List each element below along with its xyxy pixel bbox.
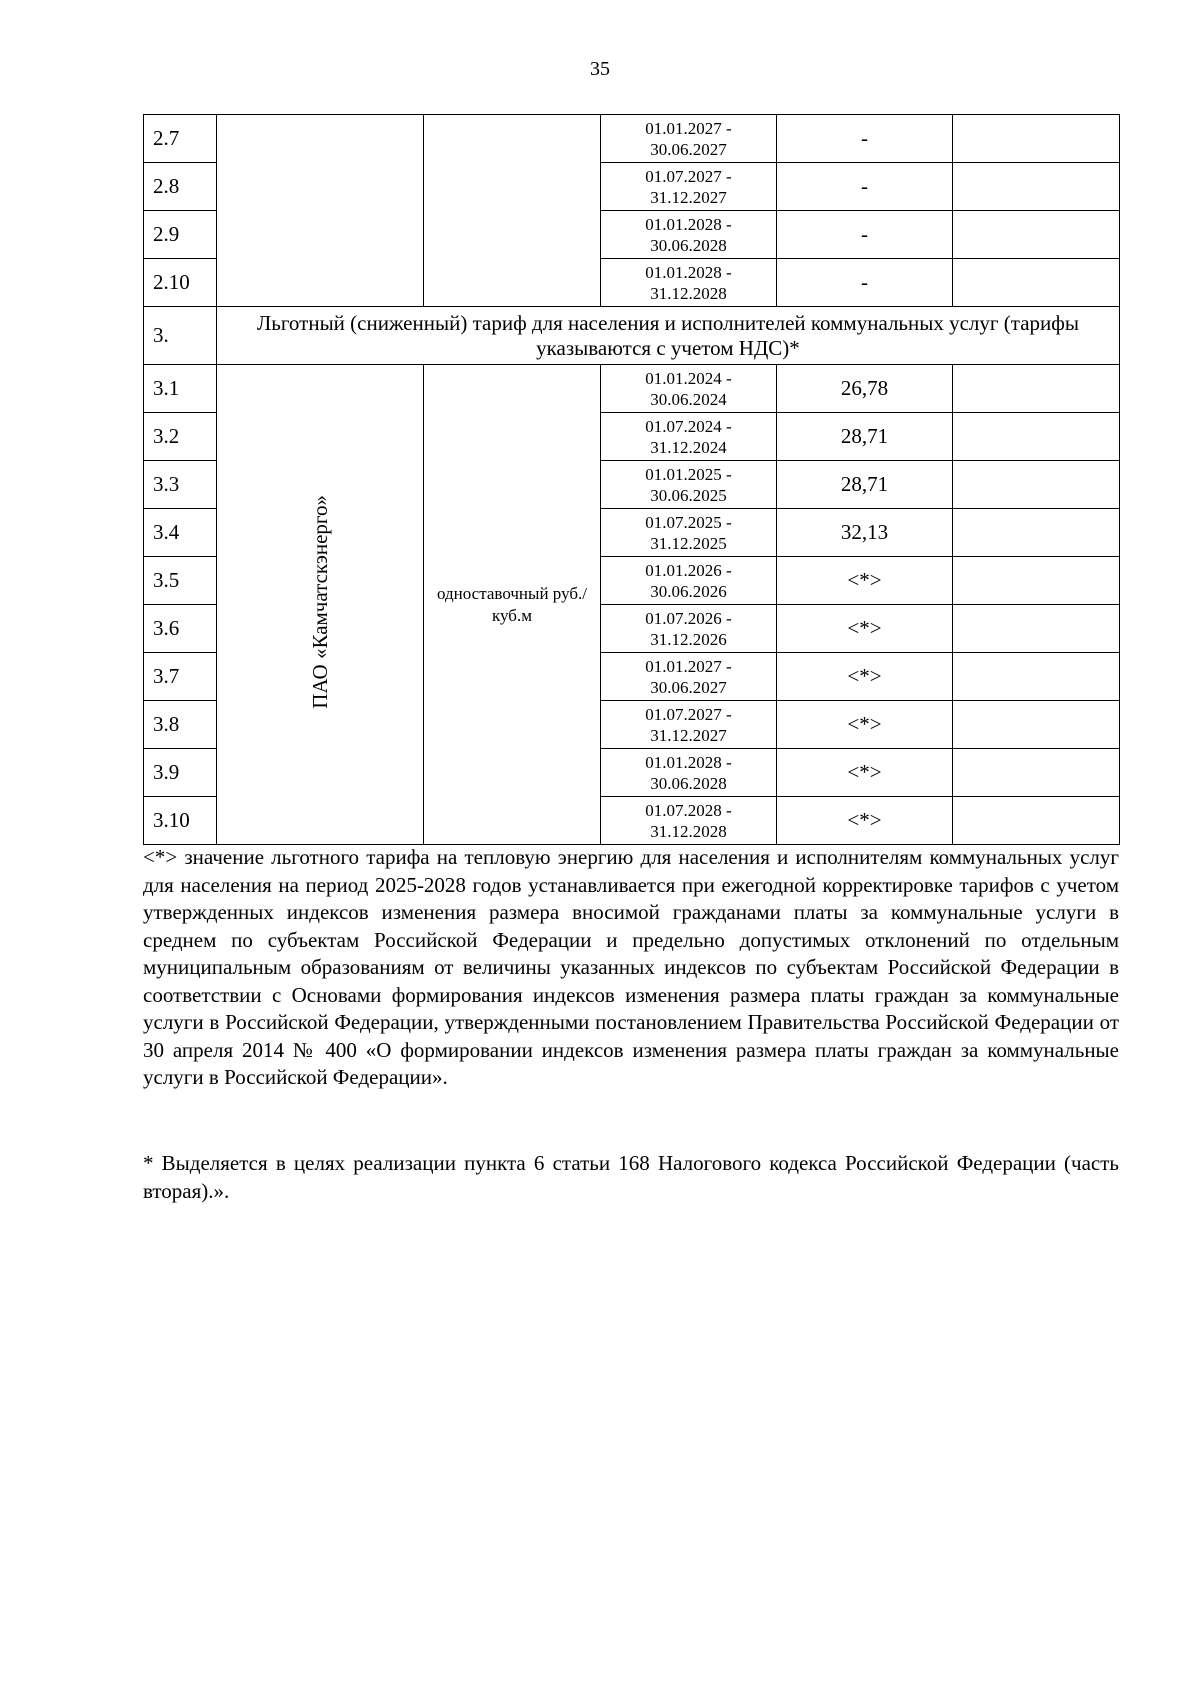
empty-cell xyxy=(953,509,1120,557)
empty-cell xyxy=(953,797,1120,845)
table-row xyxy=(144,115,1120,163)
organization-cell xyxy=(217,115,424,307)
row-number: 3.1 xyxy=(144,365,217,413)
tariff-value: <*> xyxy=(777,749,953,797)
empty-cell xyxy=(953,259,1120,307)
empty-cell xyxy=(953,653,1120,701)
period-cell: 01.07.2027 - 31.12.2027 xyxy=(601,701,777,749)
empty-cell xyxy=(953,115,1120,163)
tariff-value: 28,71 xyxy=(777,413,953,461)
empty-cell xyxy=(953,365,1120,413)
period-cell: 01.01.2027 - 30.06.2027 xyxy=(601,653,777,701)
period-cell: 01.01.2024 - 30.06.2024 xyxy=(601,365,777,413)
empty-cell xyxy=(953,557,1120,605)
page-number: 35 xyxy=(590,58,610,80)
period-cell: 01.07.2028 - 31.12.2028 xyxy=(601,797,777,845)
row-number: 3.10 xyxy=(144,797,217,845)
tariff-value: 32,13 xyxy=(777,509,953,557)
period-cell: 01.01.2026 - 30.06.2026 xyxy=(601,557,777,605)
footnote-asterisk: * Выделяется в целях реализации пункта 6 статьи 168 Налогового кодекса Российской Федерации (часть вторая).». xyxy=(143,1151,1119,1203)
period-cell: 01.01.2028 - 31.12.2028 xyxy=(601,259,777,307)
row-number: 3.5 xyxy=(144,557,217,605)
tariff-value: <*> xyxy=(777,797,953,845)
tariff-type-cell: одноставочный руб./куб.м xyxy=(424,365,601,845)
empty-cell xyxy=(953,211,1120,259)
row-number: 3.6 xyxy=(144,605,217,653)
period-cell: 01.07.2025 - 31.12.2025 xyxy=(601,509,777,557)
tariff-value: - xyxy=(777,211,953,259)
period-cell: 01.01.2027 - 30.06.2027 xyxy=(601,115,777,163)
period-cell: 01.07.2026 - 31.12.2026 xyxy=(601,605,777,653)
empty-cell xyxy=(953,163,1120,211)
row-number: 3.3 xyxy=(144,461,217,509)
row-number: 3.7 xyxy=(144,653,217,701)
row-number: 2.7 xyxy=(144,115,217,163)
section-number: 3. xyxy=(144,307,217,365)
section-header-row xyxy=(144,307,1120,365)
tariff-value: 26,78 xyxy=(777,365,953,413)
row-number: 2.9 xyxy=(144,211,217,259)
tariff-value: - xyxy=(777,259,953,307)
tariff-value: - xyxy=(777,115,953,163)
row-number: 3.8 xyxy=(144,701,217,749)
organization-cell xyxy=(217,365,424,845)
tariff-value: - xyxy=(777,163,953,211)
empty-cell xyxy=(953,749,1120,797)
footnote-angle-asterisk: <*> значение льготного тарифа на тепловую энергию для населения и исполнителям коммунальных услуг для населения на период 2025-2028 годов устанавливается при ежегодной корректировке тарифов с учетом утвержденных индексов изменения размера вносимой гражданами платы за коммунальные услуги в среднем по субъектам Российской Федерации и предельно допустимых отклонений по отдельным муниципальным образованиям от величины указанных индексов по субъектам Российской Федерации в соответствии с Основами формирования индексов изменения размера платы граждан за коммунальные услуги в Российской Федерации, утвержденными постановлением Правительства Российской Федерации от 30 апреля 2014 № 400 «О формировании индексов изменения размера платы граждан за коммунальные услуги в Российской Федерации». xyxy=(143,845,1119,1089)
organization-name: ПАО «Камчатскэнерго» xyxy=(307,495,332,709)
empty-cell xyxy=(953,701,1120,749)
row-number: 3.2 xyxy=(144,413,217,461)
period-cell: 01.01.2025 - 30.06.2025 xyxy=(601,461,777,509)
tariff-value: <*> xyxy=(777,701,953,749)
row-number: 2.8 xyxy=(144,163,217,211)
period-cell: 01.01.2028 - 30.06.2028 xyxy=(601,211,777,259)
empty-cell xyxy=(953,605,1120,653)
tariff-type-cell xyxy=(424,115,601,307)
tariff-value: <*> xyxy=(777,605,953,653)
empty-cell xyxy=(953,461,1120,509)
empty-cell xyxy=(953,413,1120,461)
row-number: 2.10 xyxy=(144,259,217,307)
section-title: Льготный (сниженный) тариф для населения и исполнителей коммунальных услуг (тарифы указываются с учетом НДС)* xyxy=(217,307,1120,365)
tariff-value: 28,71 xyxy=(777,461,953,509)
row-number: 3.9 xyxy=(144,749,217,797)
table-row xyxy=(144,365,1120,413)
row-number: 3.4 xyxy=(144,509,217,557)
tariff-value: <*> xyxy=(777,557,953,605)
period-cell: 01.07.2024 - 31.12.2024 xyxy=(601,413,777,461)
period-cell: 01.01.2028 - 30.06.2028 xyxy=(601,749,777,797)
tariff-table xyxy=(143,114,1120,845)
period-cell: 01.07.2027 - 31.12.2027 xyxy=(601,163,777,211)
tariff-value: <*> xyxy=(777,653,953,701)
